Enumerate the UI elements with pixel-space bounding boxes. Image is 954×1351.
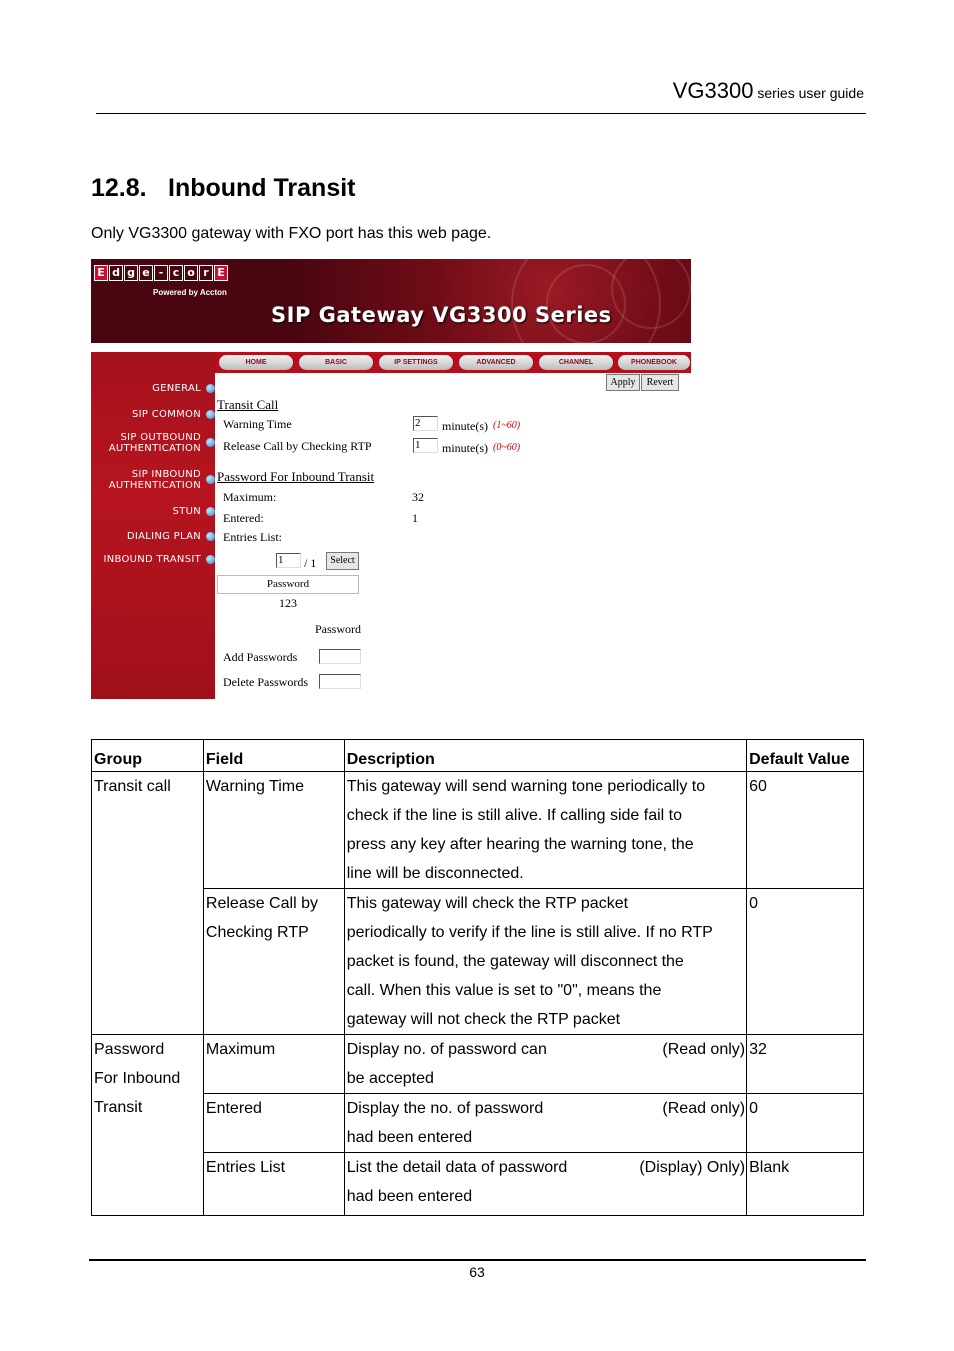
password-heading: Password For Inbound Transit [217, 469, 375, 484]
default-cell: 60 [747, 772, 864, 889]
section-title: Inbound Transit [168, 174, 356, 202]
description-line: be accepted [346, 1070, 434, 1087]
bullet-icon [206, 438, 215, 447]
table-row [92, 1094, 864, 1153]
description-line: Display no. of password can [346, 1041, 547, 1058]
field-line: Release Call by [205, 895, 318, 912]
group-cell [92, 1035, 204, 1216]
group-line: Transit [94, 1099, 143, 1116]
table-row [92, 1035, 864, 1094]
sidebar [91, 352, 215, 699]
password-entry: 123 [279, 596, 297, 610]
maximum-value: 32 [412, 490, 424, 504]
page-number: 63 [469, 1264, 485, 1280]
web-ui-screenshot [91, 259, 691, 699]
field-cell [203, 889, 344, 1035]
delete-passwords-input[interactable] [319, 674, 361, 689]
page-total: / 1 [304, 556, 317, 570]
sidebar-item-general[interactable]: GENERAL [152, 383, 209, 394]
maximum-label: Maximum: [223, 490, 277, 504]
logo-letter: e [139, 265, 153, 281]
edgecore-logo [94, 265, 229, 281]
header-description: Description [344, 740, 746, 772]
bullet-icon [206, 532, 215, 541]
warning-time-label: Warning Time [223, 417, 292, 431]
description-line: line will be disconnected. [346, 865, 524, 882]
description-line: packet is found, the gateway will disconnect the [346, 953, 684, 970]
entries-list-label: Entries List: [223, 530, 282, 544]
default-cell: Blank [747, 1153, 864, 1216]
password-label: Password [315, 622, 362, 636]
header-default: Default Value [747, 740, 864, 772]
access-note: (Read only) [662, 1100, 746, 1117]
header-suffix: series user guide [757, 85, 864, 101]
bullet-icon [206, 384, 215, 393]
header-rule [96, 113, 866, 114]
entered-value: 1 [412, 511, 418, 525]
description-line: This gateway will send warning tone periodically to [346, 778, 706, 795]
header-model: VG3300 [672, 78, 754, 103]
parameter-table [91, 739, 864, 1216]
description-line: Display the no. of password [346, 1100, 544, 1117]
section-heading [91, 174, 356, 203]
sidebar-item-sip-common[interactable]: SIP COMMON [132, 409, 209, 420]
description-line: call. When this value is set to "0", means the [346, 982, 662, 999]
release-call-input[interactable]: 1 [413, 438, 438, 453]
release-call-unit: minute(s) [442, 441, 488, 455]
delete-passwords-label: Delete Passwords [223, 675, 308, 689]
default-cell: 0 [747, 889, 864, 1035]
access-note: (Read only) [662, 1041, 746, 1058]
tab-bar [215, 352, 691, 373]
tab-advanced[interactable]: ADVANCED [459, 355, 533, 370]
tab-basic[interactable]: BASIC [299, 355, 373, 370]
sidebar-item-sip-outbound[interactable]: SIP OUTBOUND AUTHENTICATION [97, 432, 209, 454]
select-button[interactable]: Select [326, 552, 359, 570]
powered-by: Powered by Accton [153, 288, 227, 297]
banner-title: SIP Gateway VG3300 Series [271, 303, 612, 327]
tab-ip-settings[interactable]: IP SETTINGS [379, 355, 453, 370]
sidebar-item-stun[interactable]: STUN [173, 506, 209, 517]
field-cell: Maximum [203, 1035, 344, 1094]
description-line: periodically to verify if the line is still alive. If no RTP [346, 924, 713, 941]
header-group: Group [92, 740, 204, 772]
description-line: List the detail data of password [346, 1159, 568, 1176]
group-line: Password [94, 1041, 165, 1058]
page-header [673, 78, 864, 104]
group-line: For Inbound [94, 1070, 181, 1087]
logo-letter: - [154, 265, 168, 281]
description-cell [344, 1094, 746, 1153]
add-passwords-label: Add Passwords [223, 650, 298, 664]
field-cell: Warning Time [203, 772, 344, 889]
tab-phonebook[interactable]: PHONEBOOK [618, 355, 690, 370]
default-cell: 32 [747, 1035, 864, 1094]
table-header-row [92, 740, 864, 772]
logo-letter: g [124, 265, 138, 281]
description-line: press any key after hearing the warning tone, the [346, 836, 694, 853]
bullet-icon [206, 475, 215, 484]
sidebar-item-dialing-plan[interactable]: DIALING PLAN [127, 531, 209, 542]
description-line: gateway will not check the RTP packet [346, 1011, 621, 1028]
footer-rule [89, 1259, 866, 1261]
description-cell [344, 1153, 746, 1216]
logo-letter: o [184, 265, 198, 281]
logo-letter: c [169, 265, 183, 281]
description-line: had been entered [346, 1188, 473, 1205]
add-passwords-input[interactable] [319, 649, 361, 664]
logo-letter: r [199, 265, 213, 281]
field-cell: Entries List [203, 1153, 344, 1216]
sidebar-item-inbound-transit[interactable]: INBOUND TRANSIT [103, 554, 209, 565]
release-call-range: (0~60) [493, 442, 521, 453]
field-line: Checking RTP [205, 924, 309, 941]
logo-letter: d [109, 265, 123, 281]
page-input[interactable]: 1 [276, 553, 301, 568]
description-line: This gateway will check the RTP packet [346, 895, 629, 912]
bullet-icon [206, 555, 215, 564]
default-cell: 0 [747, 1094, 864, 1153]
apply-button[interactable]: Apply [606, 374, 640, 391]
banner [91, 259, 691, 343]
description-cell [344, 889, 746, 1035]
entered-label: Entered: [223, 511, 264, 525]
tab-channel[interactable]: CHANNEL [539, 355, 613, 370]
warning-time-range: (1~60) [493, 420, 521, 431]
logo-letter: E [214, 265, 228, 281]
bullet-icon [206, 507, 215, 516]
table-row [92, 889, 864, 1035]
table-row [92, 772, 864, 889]
sidebar-item-sip-inbound[interactable]: SIP INBOUND AUTHENTICATION [97, 469, 209, 491]
transit-call-heading: Transit Call [217, 397, 279, 412]
password-column-header: Password [217, 575, 359, 594]
group-cell: Transit call [92, 772, 204, 1035]
intro-text: Only VG3300 gateway with FXO port has this web page. [91, 225, 492, 242]
access-note: (Display) Only) [639, 1159, 746, 1176]
description-cell [344, 1035, 746, 1094]
bullet-icon [206, 410, 215, 419]
description-line: check if the line is still alive. If calling side fail to [346, 807, 682, 824]
release-call-label: Release Call by Checking RTP [223, 439, 372, 453]
logo-letter: E [94, 265, 108, 281]
section-number: 12.8. [91, 174, 147, 202]
header-field: Field [203, 740, 344, 772]
field-cell: Entered [203, 1094, 344, 1153]
description-cell [344, 772, 746, 889]
warning-time-unit: minute(s) [442, 419, 488, 433]
tab-home[interactable]: HOME [219, 355, 293, 370]
table-row [92, 1153, 864, 1216]
revert-button[interactable]: Revert [641, 374, 679, 391]
description-line: had been entered [346, 1129, 473, 1146]
warning-time-input[interactable]: 2 [413, 416, 438, 431]
